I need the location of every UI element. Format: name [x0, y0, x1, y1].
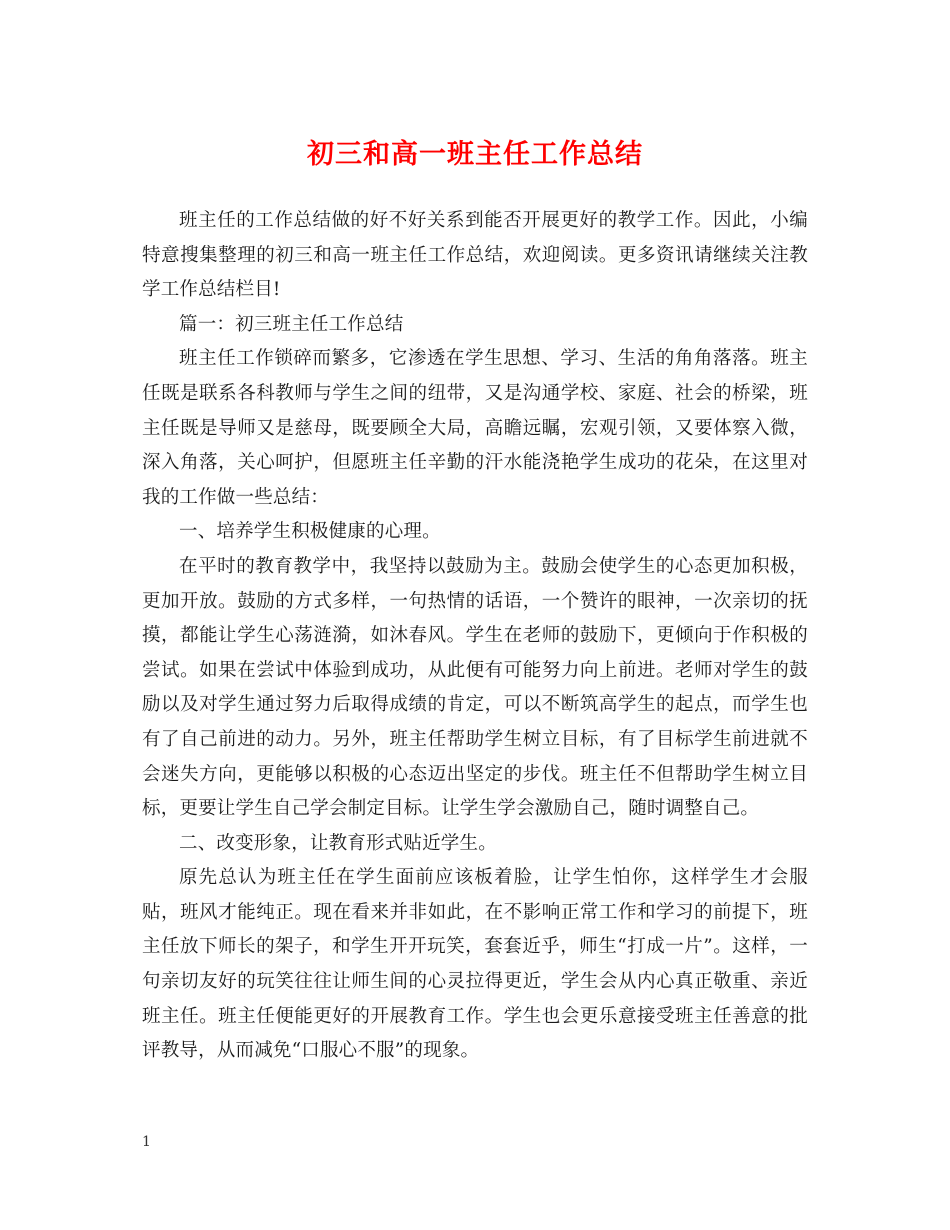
section-heading-point-one: 一、培养学生积极健康的心理。 — [179, 521, 441, 543]
paragraph-image-change: 原先总认为班主任在学生面前应该板着脸，让学生怕你，这样学生才会服贴，班风才能纯正。现在看来并非如此，在不影响正常工作和学习的前提下，班主任放下师长的架子，和学生开开玩笑，套套近乎，师生“打成一片”。这样，一句亲切友好的玩笑往往让师生间的心灵拉得更近，学生会从内心真正敬重、亲近班主任。班主任便能更好的开展教育工作。学生也会更乐意接受班主任善意的批评教导，从而减免“口服心不服”的现象。 — [142, 867, 808, 1062]
section-heading-point-two: 二、改变形象，让教育形式贴近学生。 — [179, 832, 497, 854]
section-heading-part-one: 篇一：初三班主任工作总结 — [179, 313, 404, 335]
document-body — [142, 204, 808, 1069]
paragraph-intro: 班主任的工作总结做的好不好关系到能否开展更好的教学工作。因此，小编特意搜集整理的初三和高一班主任工作总结，欢迎阅读。更多资讯请继续关注教学工作总结栏目! — [142, 210, 808, 301]
page-number: 1 — [142, 1134, 151, 1150]
document-title: 初三和高一班主任工作总结 — [307, 139, 643, 170]
paragraph-overview: 班主任工作锁碎而繁多，它渗透在学生思想、学习、生活的角角落落。班主任既是联系各科教师与学生之间的纽带，又是沟通学校、家庭、社会的桥梁，班主任既是导师又是慈母，既要顾全大局，高瞻远瞩，宏观引领，又要体察入微，深入角落，关心呵护，但愿班主任辛勤的汗水能浇艳学生成功的花朵，在这里对我的工作做一些总结： — [142, 348, 808, 508]
paragraph-encouragement: 在平时的教育教学中，我坚持以鼓励为主。鼓励会使学生的心态更加积极，更加开放。鼓励的方式多样，一句热情的话语，一个赞许的眼神，一次亲切的抚摸，都能让学生心荡涟漪，如沐春风。学生在老师的鼓励下，更倾向于作积极的尝试。如果在尝试中体验到成功，从此便有可能努力向上前进。老师对学生的鼓励以及对学生通过努力后取得成绩的肯定，可以不断筑高学生的起点，而学生也有了自己前进的动力。另外，班主任帮助学生树立目标，有了目标学生前进就不会迷失方向，更能够以积极的心态迈出坚定的步伐。班主任不但帮助学生树立目标，更要让学生自己学会制定目标。让学生学会激励自己，随时调整自己。 — [142, 555, 808, 820]
